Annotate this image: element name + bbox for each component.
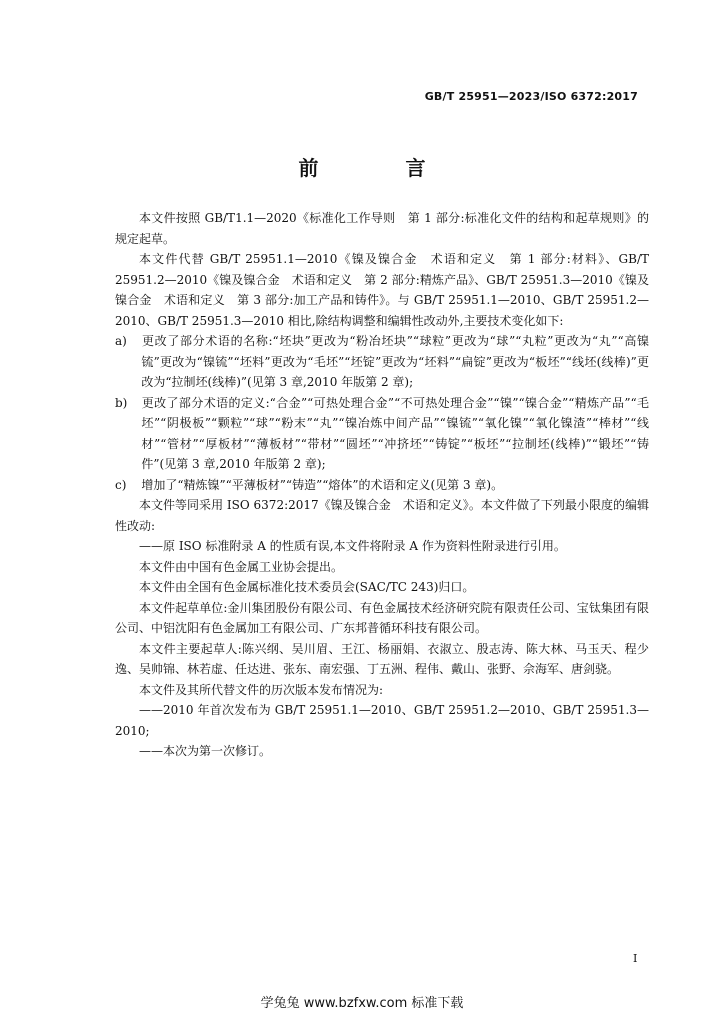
- list-item-a: [115, 331, 649, 393]
- foreword-body: [115, 208, 649, 762]
- list-text-c: 增加了“精炼镍”“平薄板材”“铸造”“熔体”的术语和定义(见第 3 章)。: [141, 477, 504, 492]
- dash-item-annex: ——原 ISO 标准附录 A 的性质有误,本文件将附录 A 作为资料性附录进行引用。: [139, 539, 566, 553]
- dash-item-first-release: ——2010 年首次发布为 GB/T 25951.1—2010、GB/T 25951.2—2010、GB/T 25951.3—2010;: [115, 703, 649, 738]
- list-text-a: 更改了部分术语的名称:“坯块”更改为“粉冶坯块”“球粒”更改为“球”“丸粒”更改为“丸”“高镍锍”更改为“镍锍”“坯料”更改为“毛坯”“坯锭”更改为“坯料”“扁锭”更改为“板坯”“线坯(线棒)”更改为“拉制坯(线棒)”(见第 3 章,2010 年版第 2 章);: [141, 334, 649, 389]
- list-label-b: b): [115, 395, 128, 410]
- list-item-b: [115, 393, 649, 475]
- paragraph-drafters: 本文件主要起草人:陈兴纲、吴川眉、王江、杨丽娟、衣淑立、殷志涛、陈大林、马玉天、程少逸、吴帅锦、林若虚、任达进、张东、南宏强、丁五洲、程伟、戴山、张野、佘海军、唐剑骁。: [115, 641, 649, 676]
- dash-item-revision: ——本次为第一次修订。: [139, 744, 272, 758]
- page-number: I: [633, 952, 638, 965]
- list-text-b: 更改了部分术语的定义:“合金”“可热处理合金”“不可热处理合金”“镍”“镍合金”“精炼产品”“毛坯”“阴极板”“颗粒”“球”“粉末”“丸”“镍冶炼中间产品”“镍锍”“氧化镍”“氧化镍渣”“棒材”“线材”“管材”“厚板材”“薄板材”“带材”“圆坯”“冲挤坯”“铸锭”“板坯”“拉制坯(线棒)”“锻坯”“铸件”(见第 3 章,2010 年版第 2 章);: [141, 395, 649, 471]
- list-label-c: c): [115, 477, 127, 492]
- paragraph-drafting-rules: 本文件按照 GB/T1.1—2020《标准化工作导则 第 1 部分:标准化文件的结构和起草规则》的规定起草。: [115, 211, 649, 246]
- paragraph-history: 本文件及其所代替文件的历次版本发布情况为:: [139, 682, 384, 697]
- paragraph-replaces: 本文件代替 GB/T 25951.1—2010《镍及镍合金 术语和定义 第 1 部分:材料》、GB/T 25951.2—2010《镍及镍合金 术语和定义 第 2 部分:精炼产品》、GB/T 25951.3—2010《镍及镍合金 术语和定义 第 3 部分:加工产品和铸件》。与 GB/T 25951.1—2010、GB/T 25951.2—2010、GB/T 25951.3—2010 相比,除结构调整和编辑性改动外,主要技术变化如下:: [115, 252, 649, 328]
- list-label-a: a): [115, 334, 127, 348]
- paragraph-adoption: 本文件等同采用 ISO 6372:2017《镍及镍合金 术语和定义》。本文件做了下列最小限度的编辑性改动:: [115, 498, 649, 533]
- footer-watermark: 学兔兔 www.bzfxw.com 标准下载: [260, 996, 464, 1011]
- document-id-header: GB/T 25951—2023/ISO 6372:2017: [424, 90, 638, 103]
- paragraph-committee: 本文件由全国有色金属标准化技术委员会(SAC/TC 243)归口。: [139, 580, 475, 594]
- page-title: 前 言: [298, 156, 466, 180]
- list-item-c: [115, 475, 649, 496]
- paragraph-drafting-units: 本文件起草单位:金川集团股份有限公司、有色金属技术经济研究院有限责任公司、宝钛集团有限公司、中铝沈阳有色金属加工有限公司、广东邦普循环科技有限公司。: [115, 600, 649, 635]
- paragraph-proposer: 本文件由中国有色金属工业协会提出。: [139, 559, 344, 574]
